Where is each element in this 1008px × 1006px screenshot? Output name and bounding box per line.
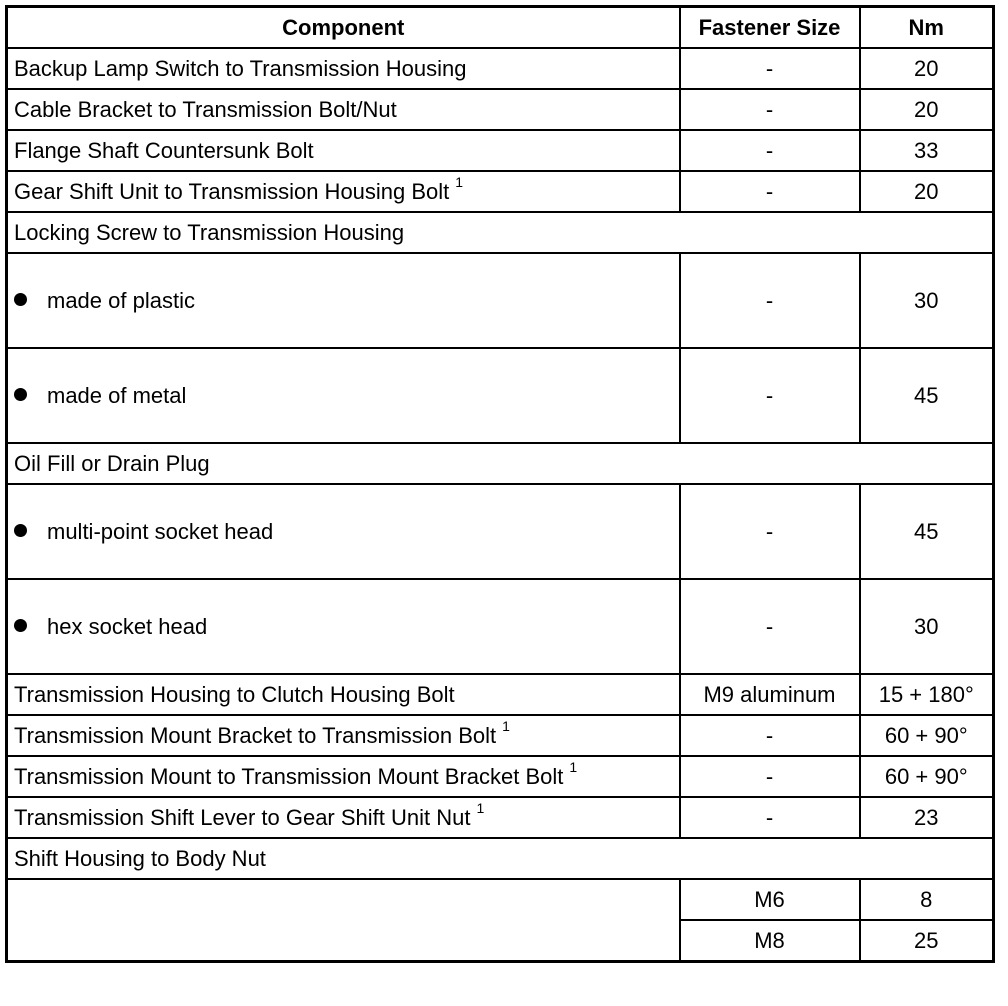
component-cell bbox=[7, 756, 680, 797]
group-header-cell: Locking Screw to Transmission Housing bbox=[7, 212, 994, 253]
torque-cell: 45 bbox=[860, 348, 994, 443]
component-text: Transmission Mount Bracket to Transmission Bolt bbox=[14, 722, 497, 748]
torque-cell: 33 bbox=[860, 130, 994, 171]
fastener-size-cell: - bbox=[680, 797, 860, 838]
fastener-size-cell: M6 bbox=[680, 879, 860, 920]
header-fastener-size: Fastener Size bbox=[680, 7, 860, 49]
bullet-icon bbox=[14, 619, 27, 632]
bullet-icon bbox=[14, 524, 27, 537]
group-header-row bbox=[7, 212, 994, 253]
component-cell bbox=[7, 715, 680, 756]
footnote-marker: 1 bbox=[476, 799, 485, 816]
footnote-marker: 1 bbox=[502, 717, 510, 734]
fastener-size-cell: - bbox=[680, 89, 860, 130]
bullet-icon bbox=[14, 388, 27, 401]
torque-spec-table bbox=[5, 5, 995, 963]
fastener-size-cell: - bbox=[680, 715, 860, 756]
torque-cell: 23 bbox=[860, 797, 994, 838]
component-text: hex socket head bbox=[47, 613, 208, 639]
component-text: Transmission Shift Lever to Gear Shift Unit Nut bbox=[14, 804, 471, 830]
component-cell: Cable Bracket to Transmission Bolt/Nut bbox=[7, 89, 680, 130]
group-header-row bbox=[7, 838, 994, 879]
bullet-icon bbox=[14, 293, 27, 306]
table-row bbox=[7, 579, 994, 674]
fastener-size-cell: - bbox=[680, 756, 860, 797]
table-row bbox=[7, 879, 994, 920]
fastener-size-cell: M8 bbox=[680, 920, 860, 962]
torque-cell: 20 bbox=[860, 89, 994, 130]
torque-cell: 30 bbox=[860, 579, 994, 674]
table-row bbox=[7, 171, 994, 212]
component-cell-empty bbox=[7, 879, 680, 962]
table-row bbox=[7, 797, 994, 838]
torque-cell: 25 bbox=[860, 920, 994, 962]
table-row bbox=[7, 674, 994, 715]
component-cell bbox=[7, 797, 680, 838]
component-text: made of metal bbox=[47, 382, 187, 408]
fastener-size-cell: - bbox=[680, 348, 860, 443]
table-row bbox=[7, 715, 994, 756]
table-row bbox=[7, 756, 994, 797]
component-text: Gear Shift Unit to Transmission Housing Bolt bbox=[14, 178, 450, 204]
table-row bbox=[7, 48, 994, 89]
component-text: made of plastic bbox=[47, 287, 195, 313]
fastener-size-cell: - bbox=[680, 48, 860, 89]
component-cell bbox=[7, 171, 680, 212]
footnote-marker: 1 bbox=[455, 173, 464, 190]
fastener-size-cell: - bbox=[680, 484, 860, 579]
fastener-size-cell: - bbox=[680, 253, 860, 348]
component-cell: Flange Shaft Countersunk Bolt bbox=[7, 130, 680, 171]
header-nm: Nm bbox=[860, 7, 994, 49]
table-header-row bbox=[7, 7, 994, 49]
table-row bbox=[7, 348, 994, 443]
component-cell bbox=[7, 579, 680, 674]
table-row bbox=[7, 130, 994, 171]
torque-cell: 20 bbox=[860, 171, 994, 212]
component-text: multi-point socket head bbox=[47, 518, 274, 544]
table-row bbox=[7, 253, 994, 348]
torque-cell: 15 + 180° bbox=[860, 674, 994, 715]
group-header-cell: Shift Housing to Body Nut bbox=[7, 838, 994, 879]
component-cell: Backup Lamp Switch to Transmission Housing bbox=[7, 48, 680, 89]
torque-cell: 60 + 90° bbox=[860, 756, 994, 797]
fastener-size-cell: - bbox=[680, 579, 860, 674]
torque-cell: 60 + 90° bbox=[860, 715, 994, 756]
torque-table-container bbox=[5, 5, 995, 963]
table-row bbox=[7, 484, 994, 579]
component-text: Transmission Mount to Transmission Mount Bracket Bolt bbox=[14, 763, 564, 789]
torque-cell: 8 bbox=[860, 879, 994, 920]
component-cell bbox=[7, 253, 680, 348]
table-row bbox=[7, 89, 994, 130]
component-cell bbox=[7, 348, 680, 443]
fastener-size-cell: M9 aluminum bbox=[680, 674, 860, 715]
group-header-cell: Oil Fill or Drain Plug bbox=[7, 443, 994, 484]
component-cell bbox=[7, 484, 680, 579]
torque-cell: 20 bbox=[860, 48, 994, 89]
fastener-size-cell: - bbox=[680, 130, 860, 171]
footnote-marker: 1 bbox=[569, 758, 578, 775]
group-header-row bbox=[7, 443, 994, 484]
header-component: Component bbox=[7, 7, 680, 49]
torque-cell: 30 bbox=[860, 253, 994, 348]
torque-cell: 45 bbox=[860, 484, 994, 579]
component-cell: Transmission Housing to Clutch Housing Bolt bbox=[7, 674, 680, 715]
fastener-size-cell: - bbox=[680, 171, 860, 212]
